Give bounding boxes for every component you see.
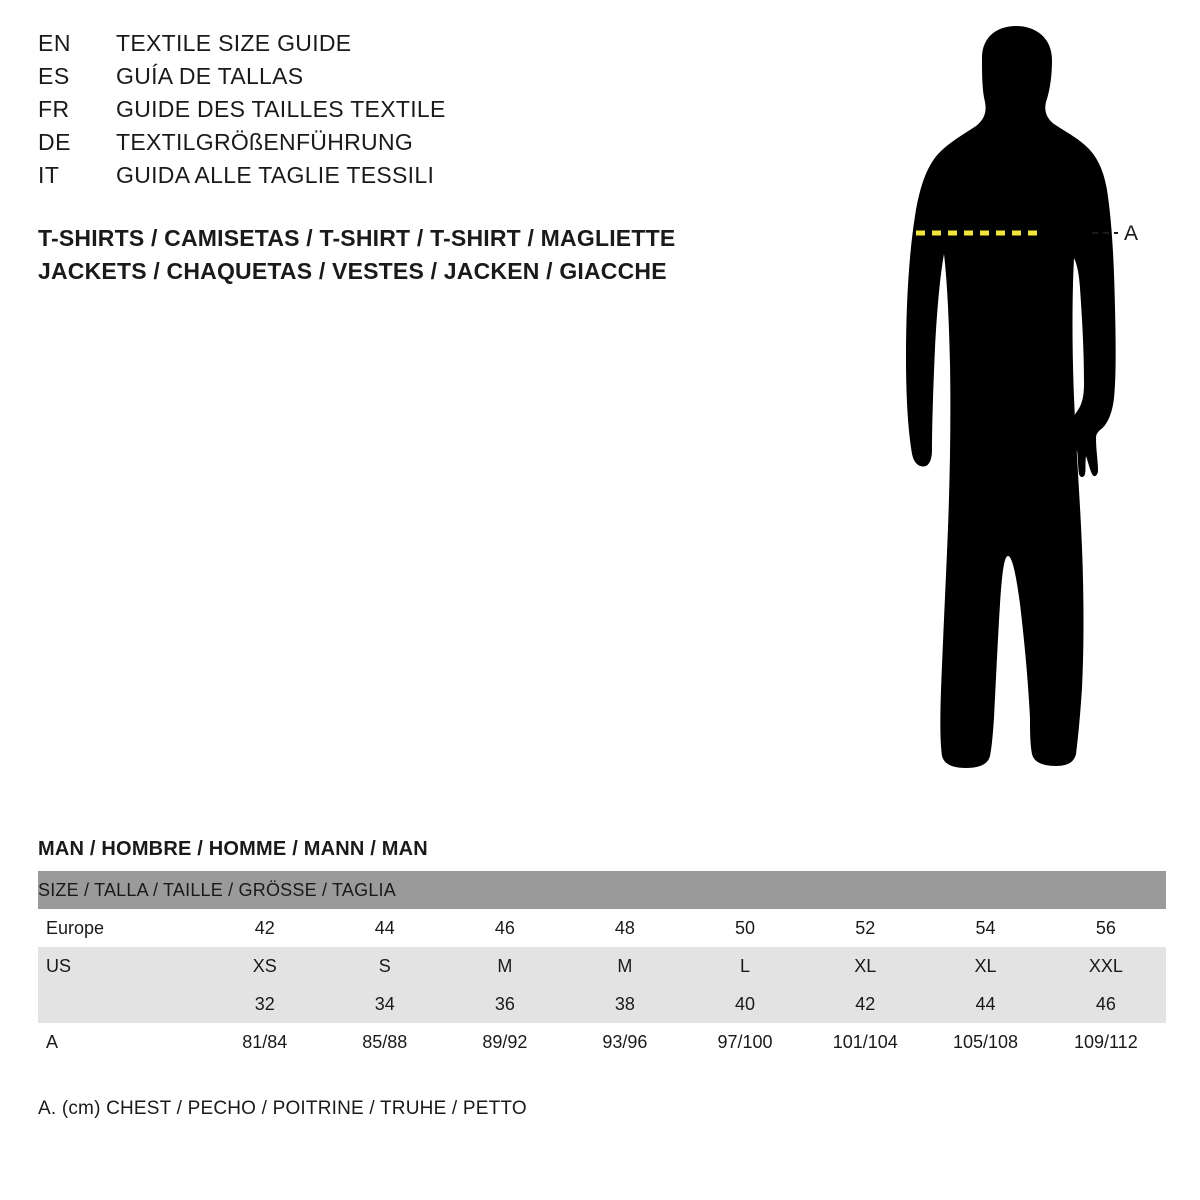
table-row [38, 985, 1166, 1023]
silhouette-icon [830, 18, 1170, 788]
language-code: EN [38, 30, 71, 56]
cell-value: 36 [445, 985, 565, 1023]
cell-value: L [685, 947, 805, 985]
cell-value: 56 [1046, 909, 1166, 947]
table-row [38, 1023, 1166, 1061]
language-row [38, 96, 738, 129]
language-code: ES [38, 63, 70, 89]
cell-value: 105/108 [925, 1023, 1045, 1061]
language-code: IT [38, 162, 60, 188]
cell-value: 54 [925, 909, 1045, 947]
row-label: Europe [38, 909, 205, 947]
language-text: GUIDE DES TAILLES TEXTILE [116, 96, 446, 122]
language-text: TEXTILGRÖßENFÜHRUNG [116, 129, 414, 155]
cell-value: M [445, 947, 565, 985]
language-code: FR [38, 96, 70, 122]
size-table [38, 871, 1166, 1061]
cell-value: S [325, 947, 445, 985]
measure-leader-dashes [1092, 232, 1118, 234]
cell-value: XXL [1046, 947, 1166, 985]
cell-value: 44 [325, 909, 445, 947]
language-row [38, 63, 738, 96]
table-row [38, 947, 1166, 985]
cell-value: 46 [1046, 985, 1166, 1023]
category-jackets: JACKETS / CHAQUETAS / VESTES / JACKEN / GIACCHE [38, 258, 667, 284]
language-row [38, 30, 738, 63]
cell-value: 42 [205, 909, 325, 947]
category-tshirts: T-SHIRTS / CAMISETAS / T-SHIRT / T-SHIRT / MAGLIETTE [38, 225, 676, 251]
measurement-footnote: A. (cm) CHEST / PECHO / POITRINE / TRUHE / PETTO [38, 1098, 527, 1119]
cell-value: 34 [325, 985, 445, 1023]
cell-value: 38 [565, 985, 685, 1023]
cell-value: 81/84 [205, 1023, 325, 1061]
measure-label-a: A [1124, 222, 1139, 245]
cell-value: 93/96 [565, 1023, 685, 1061]
cell-value: 46 [445, 909, 565, 947]
cell-value: 109/112 [1046, 1023, 1166, 1061]
language-text: GUÍA DE TALLAS [116, 63, 304, 89]
cell-value: XS [205, 947, 325, 985]
cell-value: 40 [685, 985, 805, 1023]
cell-value: 97/100 [685, 1023, 805, 1061]
language-row [38, 129, 738, 162]
cell-value: 50 [685, 909, 805, 947]
row-label: US [38, 947, 205, 985]
language-code: DE [38, 129, 71, 155]
cell-value: 101/104 [805, 1023, 925, 1061]
male-silhouette-figure [830, 18, 1170, 788]
table-header-row [38, 871, 1166, 909]
cell-value: 32 [205, 985, 325, 1023]
table-header-label: SIZE / TALLA / TAILLE / GRÖSSE / TAGLIA [38, 871, 1166, 909]
cell-value: 48 [565, 909, 685, 947]
table-row [38, 909, 1166, 947]
cell-value: 42 [805, 985, 925, 1023]
language-row [38, 162, 738, 195]
garment-category-list [38, 222, 798, 288]
cell-value: 89/92 [445, 1023, 565, 1061]
size-table-section [38, 838, 1166, 1061]
row-label: A [38, 1023, 205, 1061]
cell-value: 85/88 [325, 1023, 445, 1061]
language-list [38, 30, 738, 195]
cell-value: XL [925, 947, 1045, 985]
gender-title: MAN / HOMBRE / HOMME / MANN / MAN [38, 838, 428, 860]
cell-value: M [565, 947, 685, 985]
cell-value: XL [805, 947, 925, 985]
language-text: TEXTILE SIZE GUIDE [116, 30, 352, 56]
cell-value: 52 [805, 909, 925, 947]
cell-value: 44 [925, 985, 1045, 1023]
language-text: GUIDA ALLE TAGLIE TESSILI [116, 162, 435, 188]
row-label [38, 985, 205, 1023]
